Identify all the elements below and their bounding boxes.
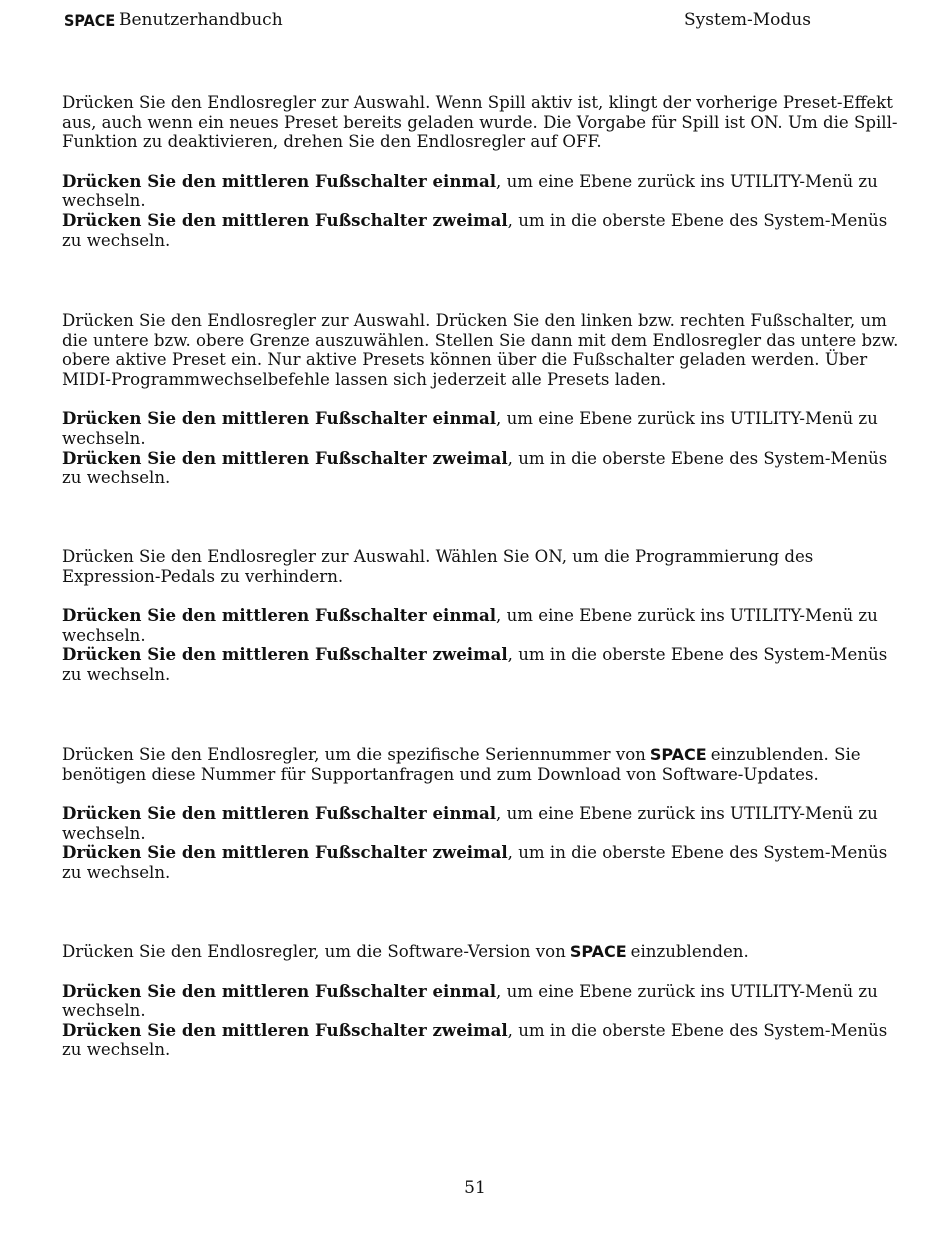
section-preset-range	[62, 311, 902, 488]
section-serial-number	[62, 745, 902, 883]
section-expression-lock	[62, 547, 902, 685]
chapter-title: System-Modus	[684, 10, 811, 30]
instruction-once: Drücken Sie den mittleren Fußschalter einmal, um eine Ebene zurück ins UTILITY-Menü zu wechseln.	[62, 605, 878, 645]
page-header	[0, 10, 950, 34]
space-logo: SPACE	[64, 11, 116, 30]
space-logo: SPACE	[569, 942, 627, 961]
page-number: 51	[464, 1178, 486, 1198]
section-description: Drücken Sie den Endlosregler zur Auswahl. Wenn Spill aktiv ist, klingt der vorherige Preset-Effekt aus, auch wenn ein neues Preset bereits geladen wurde. Die Vorgabe für Spill ist ON. Um die Spill-Funktion zu deaktivieren, drehen Sie den Endlosregler auf OFF.	[62, 93, 898, 152]
instruction-twice: Drücken Sie den mittleren Fußschalter zweimal, um in die oberste Ebene des System-Menüs zu wechseln.	[62, 1019, 888, 1060]
manual-title: Benutzerhandbuch	[119, 10, 283, 30]
section-description: Drücken Sie den Endlosregler zur Auswahl. Drücken Sie den linken bzw. rechten Fußschalter, um die untere bzw. obere Grenze auszuwählen. Stellen Sie dann mit dem Endlosregler das untere bzw. obere aktive Preset ein. Nur aktive Presets können über die Fußschalter geladen werden. Über MIDI-Programmwechselbefehle lassen sich jederzeit alle Presets laden.	[62, 311, 899, 389]
instruction-twice: Drücken Sie den mittleren Fußschalter zweimal, um in die oberste Ebene des System-Menüs zu wechseln.	[62, 842, 888, 882]
section-spill	[62, 93, 902, 250]
instruction-once: Drücken Sie den mittleren Fußschalter einmal, um eine Ebene zurück ins UTILITY-Menü zu wechseln.	[62, 170, 878, 211]
instruction-once: Drücken Sie den mittleren Fußschalter einmal, um eine Ebene zurück ins UTILITY-Menü zu wechseln.	[62, 803, 878, 843]
space-logo: SPACE	[649, 745, 707, 764]
instruction-twice: Drücken Sie den mittleren Fußschalter zweimal, um in die oberste Ebene des System-Menüs zu wechseln.	[62, 644, 888, 684]
instruction-twice: Drücken Sie den mittleren Fußschalter zweimal, um in die oberste Ebene des System-Menüs zu wechseln.	[62, 209, 888, 250]
section-description: Drücken Sie den Endlosregler, um die Software-Version von SPACE einzublenden.	[62, 942, 749, 961]
instruction-once: Drücken Sie den mittleren Fußschalter einmal, um eine Ebene zurück ins UTILITY-Menü zu wechseln.	[62, 408, 878, 448]
section-description: Drücken Sie den Endlosregler zur Auswahl. Wählen Sie ON, um die Programmierung des Expression-Pedals zu verhindern.	[62, 547, 814, 586]
section-description: Drücken Sie den Endlosregler, um die spezifische Seriennummer von SPACE einzublenden. Sie benötigen diese Nummer für Supportanfragen und zum Download von Software-Updates.	[62, 745, 861, 784]
section-software-version	[62, 942, 902, 1060]
instruction-once: Drücken Sie den mittleren Fußschalter einmal, um eine Ebene zurück ins UTILITY-Menü zu wechseln.	[62, 980, 878, 1021]
instruction-twice: Drücken Sie den mittleren Fußschalter zweimal, um in die oberste Ebene des System-Menüs zu wechseln.	[62, 447, 888, 488]
